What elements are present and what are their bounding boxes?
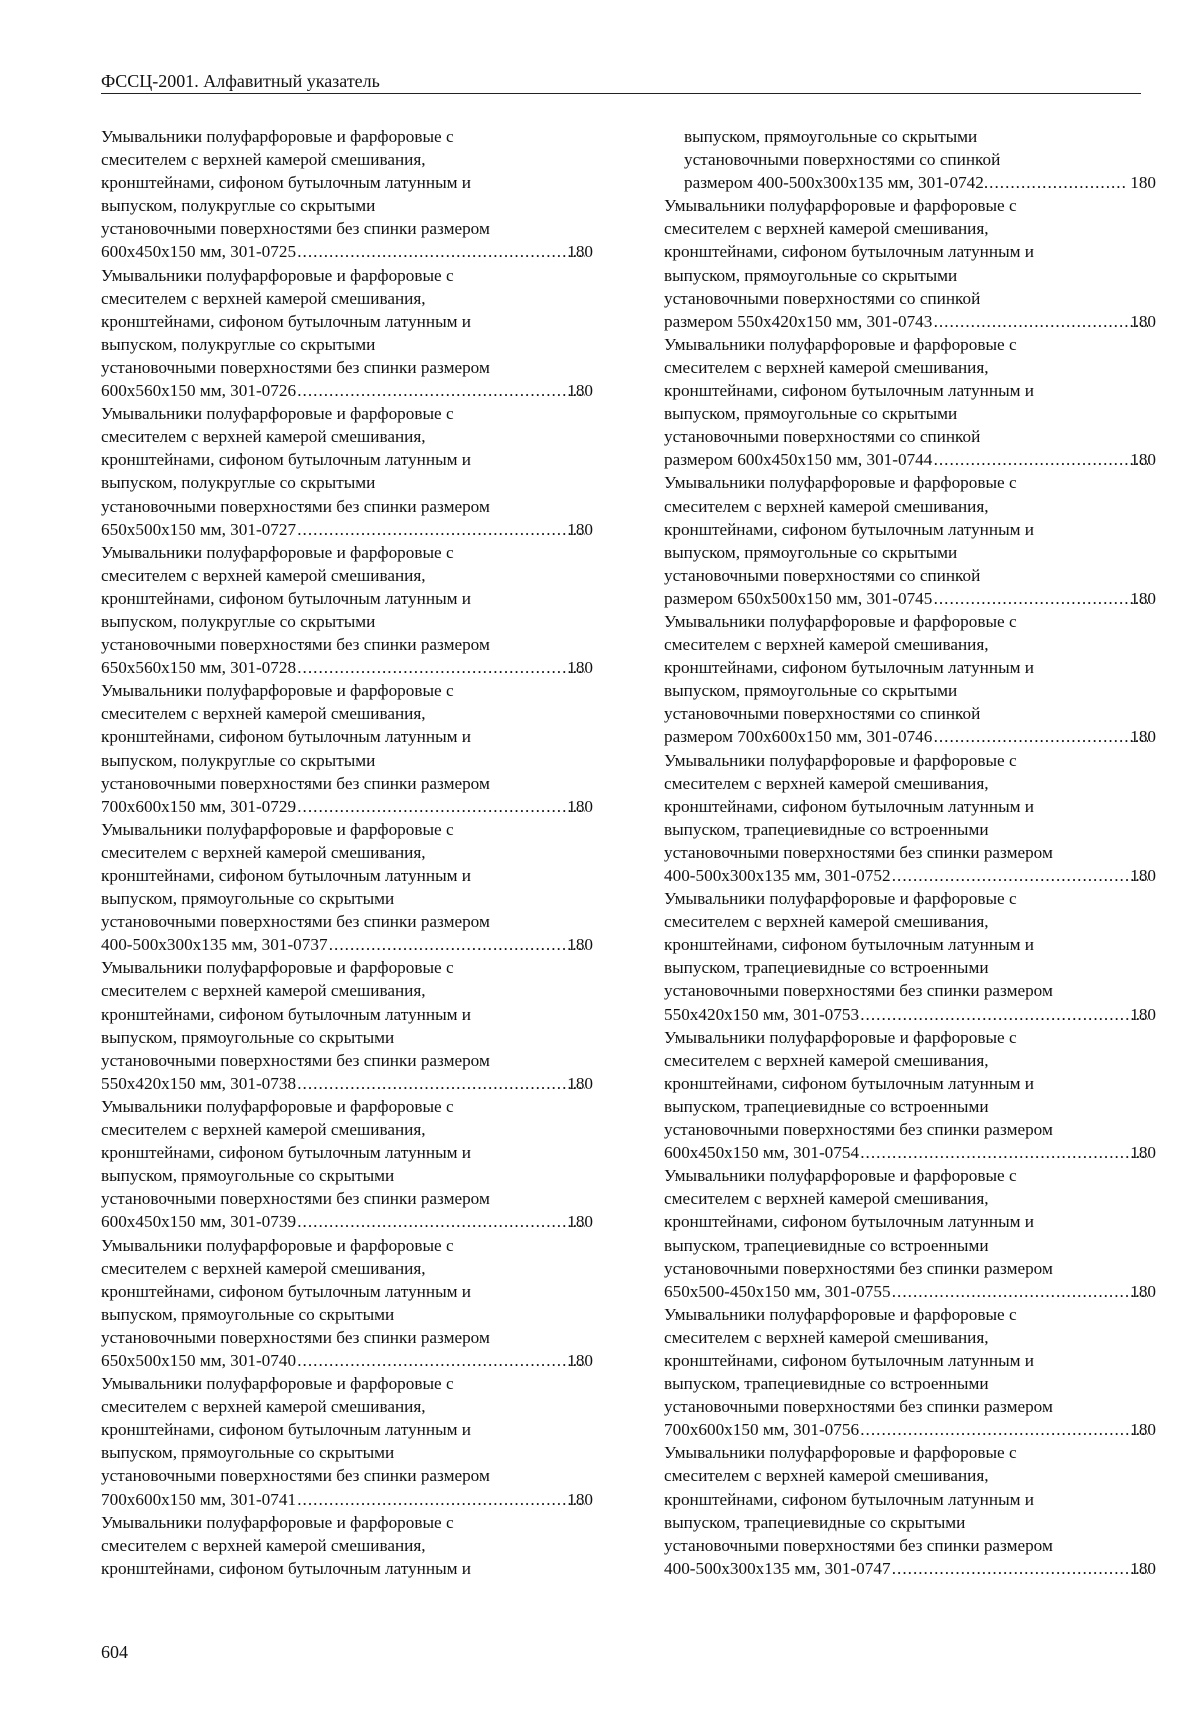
- entry-size-code: 550x420x150 мм, 301-0753: [664, 1004, 860, 1024]
- entry-page-number: 180: [567, 1350, 593, 1370]
- entry-line: Умывальники полуфарфоровые и фарфоровые с: [101, 404, 454, 424]
- entry-line: смесителем с верхней камерой смешивания,: [101, 704, 426, 724]
- index-entry-continuation: [664, 125, 1156, 194]
- entry-line: смесителем с верхней камерой смешивания,: [101, 150, 426, 170]
- entry-line: установочными поверхностями без спинки размером: [101, 1050, 490, 1070]
- index-entry: [664, 333, 1156, 472]
- dot-leader: [932, 587, 1148, 610]
- entry-line: выпуском, прямоугольные со скрытыми: [664, 542, 958, 562]
- dot-leader: [296, 1349, 585, 1372]
- dot-leader: [296, 795, 585, 818]
- entry-line: смесителем с верхней камерой смешивания,: [101, 1535, 426, 1555]
- entry-line: выпуском, прямоугольные со скрытыми: [684, 127, 978, 146]
- dot-leader: [296, 1210, 585, 1233]
- index-entry: [664, 1026, 1156, 1165]
- dot-leader: [984, 171, 1128, 194]
- entry-line: установочными поверхностями без спинки размером: [101, 357, 490, 377]
- index-entry: [664, 1164, 1156, 1303]
- entry-line: смесителем с верхней камерой смешивания,: [101, 1397, 426, 1417]
- entry-line: кронштейнами, сифоном бутылочным латунным и: [101, 1558, 471, 1578]
- entry-page-number: 180: [1130, 588, 1156, 608]
- index-entry: [101, 541, 593, 680]
- index-entry: [664, 1303, 1156, 1442]
- index-entry: [664, 887, 1156, 1026]
- entry-line: установочными поверхностями без спинки размером: [664, 1258, 1053, 1278]
- entry-size-code: 650x500x150 мм, 301-0740: [101, 1350, 297, 1370]
- entry-line: выпуском, трапециевидные со встроенными: [664, 1235, 989, 1255]
- entry-page-number: 180: [1130, 1281, 1156, 1301]
- dot-leader: [296, 656, 585, 679]
- dot-leader: [859, 1418, 1148, 1441]
- entry-size-code: 700x600x150 мм, 301-0756: [664, 1420, 860, 1440]
- entry-line: смесителем с верхней камерой смешивания,: [664, 635, 989, 655]
- entry-line: кронштейнами, сифоном бутылочным латунным и: [101, 311, 471, 331]
- dot-leader: [891, 1280, 1149, 1303]
- entry-line: Умывальники полуфарфоровые и фарфоровые с: [664, 750, 1017, 770]
- entry-page-number: 180: [1130, 1420, 1156, 1440]
- entry-line: установочными поверхностями без спинки размером: [101, 635, 490, 655]
- dot-leader: [296, 1072, 585, 1095]
- entry-page-number: 180: [1130, 173, 1156, 193]
- entry-line: Умывальники полуфарфоровые и фарфоровые с: [101, 819, 454, 839]
- entry-size-code: 400-500x300x135 мм, 301-0737: [101, 935, 328, 955]
- entry-line: Умывальники полуфарфоровые и фарфоровые с: [664, 1443, 1017, 1463]
- entry-line: выпуском, трапециевидные со встроенными: [664, 1096, 989, 1116]
- dot-leader: [932, 310, 1148, 333]
- entry-line: смесителем с верхней камерой смешивания,: [664, 1189, 989, 1209]
- entry-line: выпуском, прямоугольные со скрытыми: [101, 1166, 395, 1186]
- entry-line: установочными поверхностями без спинки размером: [664, 1535, 1053, 1555]
- entry-size-code: размером 400-500x300x135 мм, 301-0742: [684, 173, 984, 193]
- entry-size-code: размером 550x420x150 мм, 301-0743: [664, 311, 933, 331]
- entry-line: Умывальники полуфарфоровые и фарфоровые с: [664, 196, 1017, 216]
- entry-line: выпуском, прямоугольные со скрытыми: [664, 681, 958, 701]
- entry-line: кронштейнами, сифоном бутылочным латунным и: [101, 1281, 471, 1301]
- entry-line: кронштейнами, сифоном бутылочным латунным и: [664, 1212, 1034, 1232]
- entry-line: смесителем с верхней камерой смешивания,: [101, 565, 426, 585]
- dot-leader: [891, 1557, 1149, 1580]
- entry-page-number: 180: [1130, 450, 1156, 470]
- entry-line: кронштейнами, сифоном бутылочным латунным и: [101, 1420, 471, 1440]
- entry-line: выпуском, полукруглые со скрытыми: [101, 473, 376, 493]
- dot-leader: [296, 1488, 585, 1511]
- entry-size-code: 650x500x150 мм, 301-0727: [101, 519, 297, 539]
- index-entry: [664, 471, 1156, 610]
- index-entry-continued: [101, 1511, 593, 1580]
- entry-line: кронштейнами, сифоном бутылочным латунным и: [664, 242, 1034, 262]
- entry-page-number: 180: [567, 796, 593, 816]
- entry-line: кронштейнами, сифоном бутылочным латунным и: [664, 935, 1034, 955]
- dot-leader: [296, 240, 585, 263]
- entry-line: кронштейнами, сифоном бутылочным латунным и: [664, 658, 1034, 678]
- entry-size-code: 600x450x150 мм, 301-0739: [101, 1212, 297, 1232]
- dot-leader: [296, 379, 585, 402]
- entry-size-code: 600x450x150 мм, 301-0725: [101, 242, 297, 262]
- entry-line: кронштейнами, сифоном бутылочным латунным и: [664, 381, 1034, 401]
- entry-line: Умывальники полуфарфоровые и фарфоровые с: [664, 334, 1017, 354]
- entry-line: установочными поверхностями без спинки размером: [101, 1466, 490, 1486]
- entry-line: Умывальники полуфарфоровые и фарфоровые с: [101, 958, 454, 978]
- dot-leader: [891, 864, 1149, 887]
- entry-line: установочными поверхностями без спинки размером: [664, 981, 1053, 1001]
- entry-line: установочными поверхностями без спинки размером: [101, 219, 490, 239]
- entry-size-code: размером 700x600x150 мм, 301-0746: [664, 727, 933, 747]
- entry-line: установочными поверхностями без спинки размером: [101, 1189, 490, 1209]
- entry-line: смесителем с верхней камерой смешивания,: [101, 1258, 426, 1278]
- entry-line: выпуском, трапециевидные со встроенными: [664, 958, 989, 978]
- index-entry: [664, 749, 1156, 888]
- index-entry: [101, 402, 593, 541]
- entry-line: кронштейнами, сифоном бутылочным латунным и: [664, 519, 1034, 539]
- entry-line: Умывальники полуфарфоровые и фарфоровые с: [664, 1304, 1017, 1324]
- dot-leader: [932, 448, 1148, 471]
- entry-line: выпуском, трапециевидные со встроенными: [664, 819, 989, 839]
- entry-line: Умывальники полуфарфоровые и фарфоровые с: [101, 542, 454, 562]
- entry-line: Умывальники полуфарфоровые и фарфоровые с: [664, 473, 1017, 493]
- entry-line: выпуском, полукруглые со скрытыми: [101, 334, 376, 354]
- entry-page-number: 180: [1130, 866, 1156, 885]
- entry-line: выпуском, полукруглые со скрытыми: [101, 611, 376, 631]
- entry-line: смесителем с верхней камерой смешивания,: [101, 842, 426, 862]
- entry-page-number: 180: [567, 381, 593, 401]
- index-column-left: [101, 125, 593, 1580]
- entry-line: кронштейнами, сифоном бутылочным латунным и: [101, 450, 471, 470]
- entry-line: установочными поверхностями без спинки размером: [101, 496, 490, 516]
- index-entry: [664, 610, 1156, 749]
- entry-line: кронштейнами, сифоном бутылочным латунным и: [664, 1073, 1034, 1093]
- running-header: [101, 70, 1141, 94]
- entry-page-number: 180: [567, 1073, 593, 1093]
- index-entry: [101, 1095, 593, 1234]
- entry-line: кронштейнами, сифоном бутылочным латунным и: [664, 1350, 1034, 1370]
- entry-line: выпуском, полукруглые со скрытыми: [101, 196, 376, 216]
- entry-size-code: 700x600x150 мм, 301-0729: [101, 796, 297, 816]
- entry-line: выпуском, прямоугольные со скрытыми: [101, 1443, 395, 1463]
- entry-line: выпуском, прямоугольные со скрытыми: [664, 265, 958, 285]
- entry-line: установочными поверхностями со спинкой: [684, 150, 1001, 170]
- entry-page-number: 180: [567, 658, 593, 678]
- dot-leader: [859, 1003, 1148, 1026]
- index-entry: [664, 194, 1156, 333]
- entry-line: установочными поверхностями без спинки размером: [664, 1120, 1053, 1140]
- entry-line: смесителем с верхней камерой смешивания,: [101, 981, 426, 1001]
- entry-line: выпуском, полукруглые со скрытыми: [101, 750, 376, 770]
- entry-line: Умывальники полуфарфоровые и фарфоровые с: [101, 1374, 454, 1394]
- entry-size-code: 400-500x300x135 мм, 301-0747: [664, 1558, 891, 1578]
- entry-line: установочными поверхностями со спинкой: [664, 427, 981, 447]
- entry-line: установочными поверхностями со спинкой: [664, 288, 981, 308]
- entry-size-code: 650x560x150 мм, 301-0728: [101, 658, 297, 678]
- header-title: ФССЦ-2001. Алфавитный указатель: [101, 71, 380, 91]
- entry-line: смесителем с верхней камерой смешивания,: [101, 1120, 426, 1140]
- entry-page-number: 180: [567, 935, 593, 955]
- dot-leader: [932, 725, 1148, 748]
- entry-line: Умывальники полуфарфоровые и фарфоровые с: [101, 1235, 454, 1255]
- entry-line: Умывальники полуфарфоровые и фарфоровые с: [101, 1096, 454, 1116]
- entry-line: кронштейнами, сифоном бутылочным латунным и: [101, 1004, 471, 1024]
- dot-leader: [328, 933, 586, 956]
- entry-page-number: 180: [1130, 1143, 1156, 1163]
- entry-line: смесителем с верхней камерой смешивания,: [664, 357, 989, 377]
- entry-line: смесителем с верхней камерой смешивания,: [101, 288, 426, 308]
- entry-size-code: размером 600x450x150 мм, 301-0744: [664, 450, 933, 470]
- entry-line: установочными поверхностями без спинки размером: [101, 773, 490, 793]
- index-entry: [664, 1441, 1156, 1580]
- entry-size-code: 550x420x150 мм, 301-0738: [101, 1073, 297, 1093]
- index-entry: [101, 679, 593, 818]
- entry-line: установочными поверхностями без спинки размером: [101, 912, 490, 932]
- entry-line: выпуском, прямоугольные со скрытыми: [101, 1304, 395, 1324]
- entry-page-number: 180: [1130, 1004, 1156, 1024]
- entry-line: установочными поверхностями со спинкой: [664, 704, 981, 724]
- entry-line: Умывальники полуфарфоровые и фарфоровые с: [664, 889, 1017, 909]
- entry-line: кронштейнами, сифоном бутылочным латунным и: [664, 1489, 1034, 1509]
- entry-line: смесителем с верхней камерой смешивания,: [664, 1327, 989, 1347]
- entry-page-number: 180: [1130, 311, 1156, 331]
- entry-line: кронштейнами, сифоном бутылочным латунным и: [101, 588, 471, 608]
- entry-line: смесителем с верхней камерой смешивания,: [664, 219, 989, 239]
- dot-leader: [296, 518, 585, 541]
- entry-page-number: 180: [1130, 1558, 1156, 1578]
- entry-line: Умывальники полуфарфоровые и фарфоровые с: [664, 1027, 1017, 1047]
- entry-page-number: 180: [567, 1212, 593, 1232]
- entry-size-code: 700x600x150 мм, 301-0741: [101, 1489, 297, 1509]
- entry-line: выпуском, прямоугольные со скрытыми: [101, 889, 395, 909]
- entry-line: установочными поверхностями со спинкой: [664, 565, 981, 585]
- entry-line: установочными поверхностями без спинки размером: [101, 1327, 490, 1347]
- index-column-right: [664, 125, 1156, 1580]
- entry-line: кронштейнами, сифоном бутылочным латунным и: [101, 1143, 471, 1163]
- dot-leader: [859, 1141, 1148, 1164]
- entry-page-number: 180: [567, 1489, 593, 1509]
- entry-line: Умывальники полуфарфоровые и фарфоровые с: [101, 127, 454, 146]
- entry-size-code: 600x560x150 мм, 301-0726: [101, 381, 297, 401]
- entry-line: установочными поверхностями без спинки размером: [664, 842, 1053, 862]
- entry-line: кронштейнами, сифоном бутылочным латунным и: [101, 727, 471, 747]
- entry-line: выпуском, прямоугольные со скрытыми: [101, 1027, 395, 1047]
- entry-page-number: 180: [567, 519, 593, 539]
- entry-line: Умывальники полуфарфоровые и фарфоровые с: [664, 611, 1017, 631]
- index-entry: [101, 818, 593, 957]
- entry-line: кронштейнами, сифоном бутылочным латунным и: [664, 796, 1034, 816]
- index-entry: [101, 1372, 593, 1511]
- entry-line: смесителем с верхней камерой смешивания,: [664, 1050, 989, 1070]
- entry-line: установочными поверхностями без спинки размером: [664, 1397, 1053, 1417]
- entry-page-number: 180: [1130, 727, 1156, 747]
- entry-line: смесителем с верхней камерой смешивания,: [664, 496, 989, 516]
- entry-line: выпуском, трапециевидные со встроенными: [664, 1374, 989, 1394]
- entry-line: смесителем с верхней камерой смешивания,: [664, 912, 989, 932]
- entry-line: смесителем с верхней камерой смешивания,: [664, 773, 989, 793]
- entry-line: Умывальники полуфарфоровые и фарфоровые с: [101, 681, 454, 701]
- entry-size-code: 650x500-450x150 мм, 301-0755: [664, 1281, 891, 1301]
- entry-line: выпуском, прямоугольные со скрытыми: [664, 404, 958, 424]
- entry-line: Умывальники полуфарфоровые и фарфоровые с: [101, 1512, 454, 1532]
- entry-line: Умывальники полуфарфоровые и фарфоровые с: [664, 1166, 1017, 1186]
- entry-size-code: 600x450x150 мм, 301-0754: [664, 1143, 860, 1163]
- index-entry: [101, 956, 593, 1095]
- entry-size-code: 400-500x300x135 мм, 301-0752: [664, 866, 891, 885]
- entry-line: смесителем с верхней камерой смешивания,: [101, 427, 426, 447]
- entry-line: Умывальники полуфарфоровые и фарфоровые с: [101, 265, 454, 285]
- entry-page-number: 180: [567, 242, 593, 262]
- page-number: 604: [101, 1642, 128, 1662]
- entry-line: кронштейнами, сифоном бутылочным латунным и: [101, 173, 471, 193]
- index-entry: [101, 125, 593, 264]
- entry-line: выпуском, трапециевидные со скрытыми: [664, 1512, 966, 1532]
- index-entry: [101, 1234, 593, 1373]
- entry-line: смесителем с верхней камерой смешивания,: [664, 1466, 989, 1486]
- entry-size-code: размером 650x500x150 мм, 301-0745: [664, 588, 933, 608]
- index-entry: [101, 264, 593, 403]
- entry-line: кронштейнами, сифоном бутылочным латунным и: [101, 866, 471, 885]
